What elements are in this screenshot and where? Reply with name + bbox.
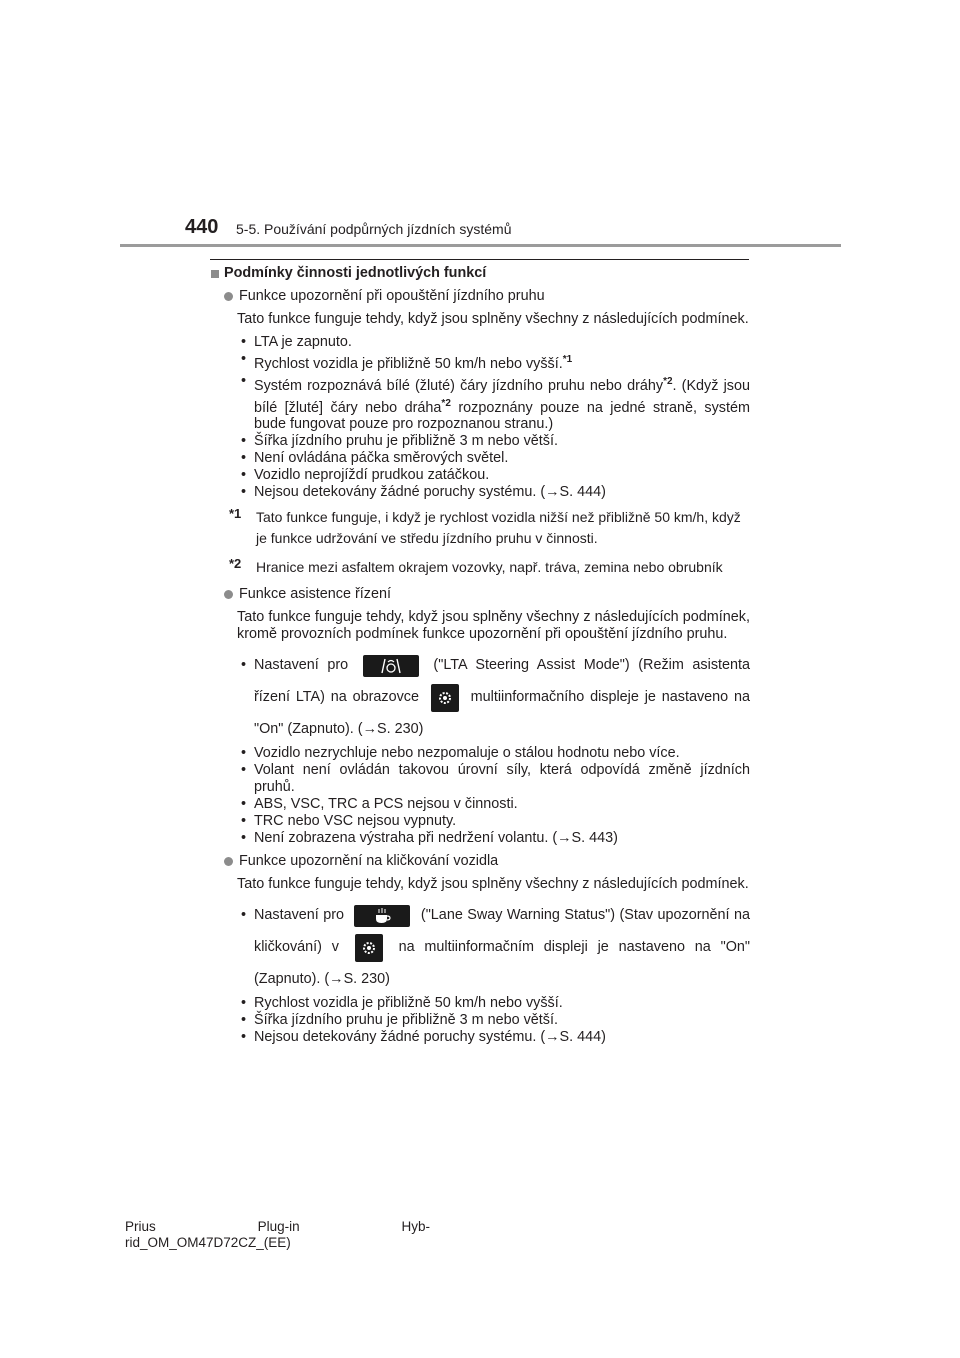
- list-item: • Nastavení pro ("Lane Sway Warning Status") (Stav upozornění na kličkování) v na multiinformačním displeji je nastaveno na "On" (Zapnuto). (→S. 230): [237, 899, 750, 995]
- header-divider: [120, 244, 841, 247]
- footer-model: Prius: [125, 1219, 156, 1234]
- list-item: • Není ovládána páčka směrových světel.: [237, 450, 750, 467]
- lane-departure-heading: [224, 288, 750, 305]
- square-bullet-icon: [211, 270, 219, 278]
- steering-assist-intro: Tato funkce funguje tehdy, když jsou splněny všechny z následujících podmínek, kromě provozních podmínek funkce upozornění při opouštění jízdního pruhu.: [237, 609, 750, 643]
- sway-warning-list: [237, 899, 750, 1046]
- list-item: • Šířka jízdního pruhu je přibližně 3 m nebo větší.: [237, 1012, 750, 1029]
- round-bullet-icon: [224, 590, 233, 599]
- round-bullet-icon: [224, 292, 233, 301]
- footnote-1: [229, 507, 750, 549]
- steering-assist-heading: [224, 586, 750, 603]
- main-content: [210, 265, 750, 1052]
- section-title: Podmínky činnosti jednotlivých funkcí: [224, 265, 487, 281]
- list-item: • TRC nebo VSC nejsou vypnuty.: [237, 813, 750, 830]
- lane-departure-intro: Tato funkce funguje tehdy, když jsou splněny všechny z následujících podmínek.: [237, 311, 749, 327]
- section-heading: [210, 265, 750, 282]
- gear-settings-icon: [431, 684, 459, 712]
- lane-departure-list: [237, 334, 750, 501]
- sway-warning-title: Funkce upozornění na kličkování vozidla: [239, 853, 499, 870]
- footnote-mark: *2: [229, 556, 242, 572]
- round-bullet-icon: [224, 857, 233, 866]
- footnote-text: Hranice mezi asfaltem okrajem vozovky, např. tráva, zemina nebo obrubník: [256, 559, 723, 576]
- list-item: • Systém rozpoznává bílé (žluté) čáry jízdního pruhu nebo dráhy$^{*2}$. (Když jsou bílé [žluté] čáry nebo dráha$^{*2}$ rozpoznány pouze na jedné straně, systém bude fungovat pouze pro rozpoznanou stranu.): [237, 373, 750, 434]
- page-number: 440: [185, 216, 219, 238]
- list-item: • ABS, VSC, TRC a PCS nejsou v činnosti.: [237, 796, 750, 813]
- list-item: • LTA je zapnuto.: [237, 334, 750, 351]
- lane-departure-title: Funkce upozornění při opouštění jízdního pruhu: [239, 288, 545, 304]
- section-divider: [210, 259, 749, 260]
- sway-warning-intro: Tato funkce funguje tehdy, když jsou splněny všechny z následujících podmínek.: [237, 876, 749, 893]
- footnote-ref: *2: [663, 375, 673, 387]
- footer-variant: Plug-in: [257, 1219, 300, 1234]
- steering-assist-list: [237, 649, 750, 847]
- coffee-cup-icon: [354, 905, 410, 927]
- list-item: • Vozidlo nezrychluje nebo nezpomaluje o stálou hodnotu nebo více.: [237, 745, 750, 762]
- sway-warning-heading: [224, 853, 750, 870]
- list-item: • Nejsou detekovány žádné poruchy systému. (→S. 444): [237, 484, 750, 501]
- list-item: • Rychlost vozidla je přibližně 50 km/h nebo vyšší.: [237, 995, 750, 1012]
- footnote-ref: *1: [562, 354, 573, 365]
- list-item: • Není zobrazena výstraha při nedržení volantu. (→S. 443): [237, 830, 750, 847]
- footnote-mark: *1: [229, 506, 242, 522]
- footnote-ref: *2: [441, 397, 451, 409]
- list-item: • Nejsou detekovány žádné poruchy systému. (→S. 444): [237, 1029, 750, 1046]
- lta-steering-assist-icon: [363, 655, 419, 677]
- footer-doc-id: rid_OM_OM47D72CZ_(EE): [125, 1235, 291, 1250]
- footnote-2: [229, 557, 750, 578]
- list-item: • Nastavení pro ("LTA Steering Assist Mode") (Režim asistenta řízení LTA) na obrazovce multiinformačního displeje je nastaveno na "On" (Zapnuto). (→S. 230): [237, 649, 750, 745]
- list-item: • Šířka jízdního pruhu je přibližně 3 m nebo větší.: [237, 433, 750, 450]
- gear-settings-icon: [355, 934, 383, 962]
- footnote-text: Tato funkce funguje, i když je rychlost vozidla nižší než přibližně 50 km/h, když je funkce udržování ve středu jízdního pruhu v činnosti.: [256, 509, 741, 547]
- list-item: • Volant není ovládán takovou úrovní síly, která odpovídá změně jízdních pruhů.: [237, 762, 750, 796]
- list-item: • Vozidlo neprojíždí prudkou zatáčkou.: [237, 467, 750, 484]
- footer-type: Hyb-: [401, 1219, 430, 1234]
- steering-assist-title: Funkce asistence řízení: [239, 586, 391, 603]
- chapter-title: 5-5. Používání podpůrných jízdních systémů: [236, 221, 512, 237]
- page-footer: [125, 1219, 430, 1251]
- list-item: • Rychlost vozidla je přibližně 50 km/h nebo vyšší.$^{*1}$: [237, 351, 750, 373]
